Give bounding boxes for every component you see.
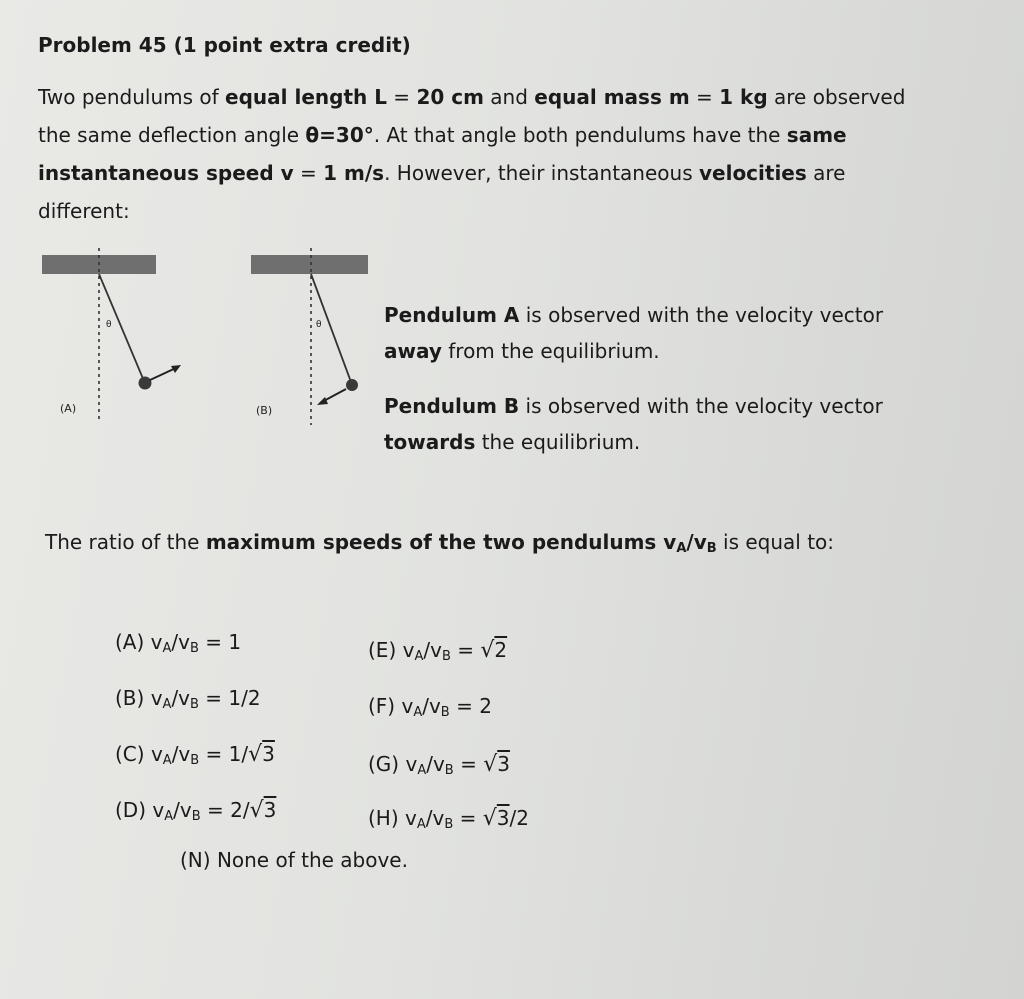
option-h: (H) $v_A/v_B = √3/2$ (368, 806, 529, 832)
angle-label-a: θ (106, 320, 112, 330)
arrowhead-b (317, 397, 328, 405)
question-text: The ratio of the maximum speeds of the two pendulums $v_A/v_B$ is equal to: (45, 530, 835, 556)
option-f: (F) $v_A/v_B = 2$ (368, 694, 492, 720)
bob-b (346, 379, 358, 391)
option-a: (A) $v_A/v_B = 1$ (115, 630, 242, 656)
option-n: (N) None of the above. (180, 848, 408, 872)
option-b: (B) $v_A/v_B = 1/2$ (115, 686, 261, 712)
pendulum-a-description: Pendulum A is observed with the velocity vector away from the equilibrium. (384, 303, 884, 363)
option-g: (G) $v_A/v_B = √3$ (368, 752, 510, 778)
ceiling-b (251, 255, 368, 274)
option-e: (E) $v_A/v_B = √2$ (368, 638, 508, 664)
angle-label-b: θ (316, 320, 322, 330)
pendulum-b-diagram (251, 248, 368, 425)
option-d: (D) $v_A/v_B = 2/√3$ (115, 798, 277, 824)
problem-title: Problem 45 (1 point extra credit) (38, 33, 411, 57)
pendulum-a-diagram (42, 248, 181, 420)
bob-a (139, 377, 152, 390)
problem-statement: Two pendulums of equal length L = 20 cm and equal mass m = 1 kg are observed the same deflection angle θ=30°. At that angle both pendulums have the same instantaneous speed v = 1 m/s. However, their instantaneous velocities are different: (38, 85, 906, 223)
label-b: (B) (256, 404, 273, 417)
option-c: (C) $v_A/v_B = 1/√3$ (115, 742, 275, 768)
pendulum-b-description: Pendulum B is observed with the velocity vector towards the equilibrium. (384, 394, 883, 454)
label-a: (A) (60, 402, 77, 415)
pendulum-figure (30, 240, 390, 440)
